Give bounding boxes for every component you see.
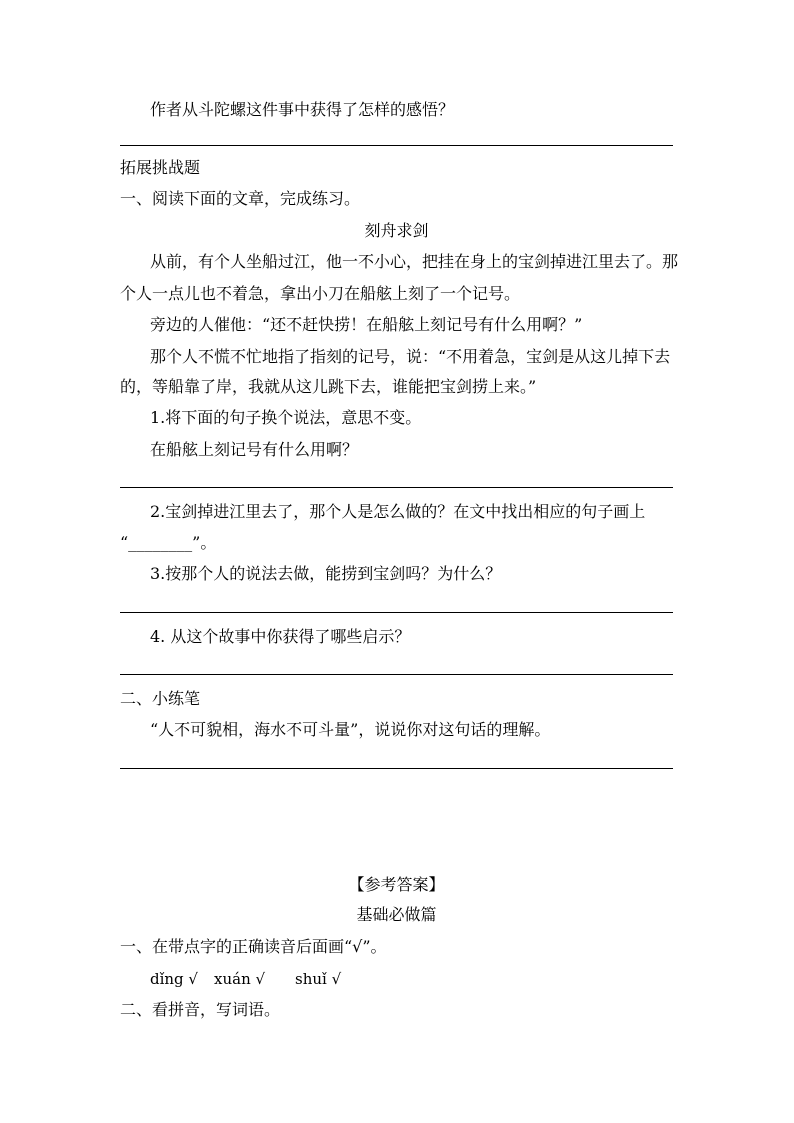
answer-line xyxy=(120,487,673,488)
answer-line xyxy=(120,612,673,613)
part2-prompt: “人不可貌相，海水不可斗量”，说说你对这句话的理解。 xyxy=(150,720,551,739)
pinyin-answer: xuán √ xyxy=(214,970,266,988)
answer-line xyxy=(120,674,673,675)
pinyin-answer: dǐng √ xyxy=(150,970,198,988)
story-line: 那个人不慌不忙地指了指刻的记号，说：“不用着急，宝剑是从这儿掉下去 xyxy=(150,347,671,366)
story-line: 从前，有个人坐船过江，他一不小心，把挂在身上的宝剑掉进江里去了。那 xyxy=(150,252,679,271)
pinyin-answer: shuǐ √ xyxy=(295,970,342,988)
story-line: 旁边的人催他：“还不赶快捞！在船舷上刻记号有什么用啊？” xyxy=(150,315,583,334)
question-1: 1.将下面的句子换个说法，意思不变。 xyxy=(150,408,422,427)
answer-line xyxy=(120,768,673,769)
question-2: 2.宝剑掉进江里去了，那个人是怎么做的？在文中找出相应的句子画上 xyxy=(150,502,646,521)
answers-heading: 【参考答案】 xyxy=(348,875,445,894)
section-heading: 拓展挑战题 xyxy=(120,158,201,177)
answer-question-2: 二、看拼音，写词语。 xyxy=(120,1000,281,1019)
part1-instruction: 一、阅读下面的文章，完成练习。 xyxy=(120,189,361,208)
question-3: 3.按那个人的说法去做，能捞到宝剑吗？为什么？ xyxy=(150,564,502,583)
question-text: 作者从斗陀螺这件事中获得了怎样的感悟？ xyxy=(150,100,455,119)
story-line: 的，等船靠了岸，我就从这儿跳下去，谁能把宝剑捞上来。” xyxy=(120,377,537,396)
answer-line xyxy=(120,145,673,146)
answers-section-title: 基础必做篇 xyxy=(356,905,437,924)
question-4: 4. 从这个故事中你获得了哪些启示？ xyxy=(150,627,411,646)
story-line: 个人一点儿也不着急，拿出小刀在船舷上刻了一个记号。 xyxy=(120,284,521,303)
part2-heading: 二、小练笔 xyxy=(120,689,201,708)
question-2-blank: “________”。 xyxy=(120,533,217,552)
answer-question-1: 一、在带点字的正确读音后面画“√”。 xyxy=(120,937,387,956)
question-1-sentence: 在船舷上刻记号有什么用啊？ xyxy=(150,440,359,459)
story-title: 刻舟求剑 xyxy=(364,221,429,240)
